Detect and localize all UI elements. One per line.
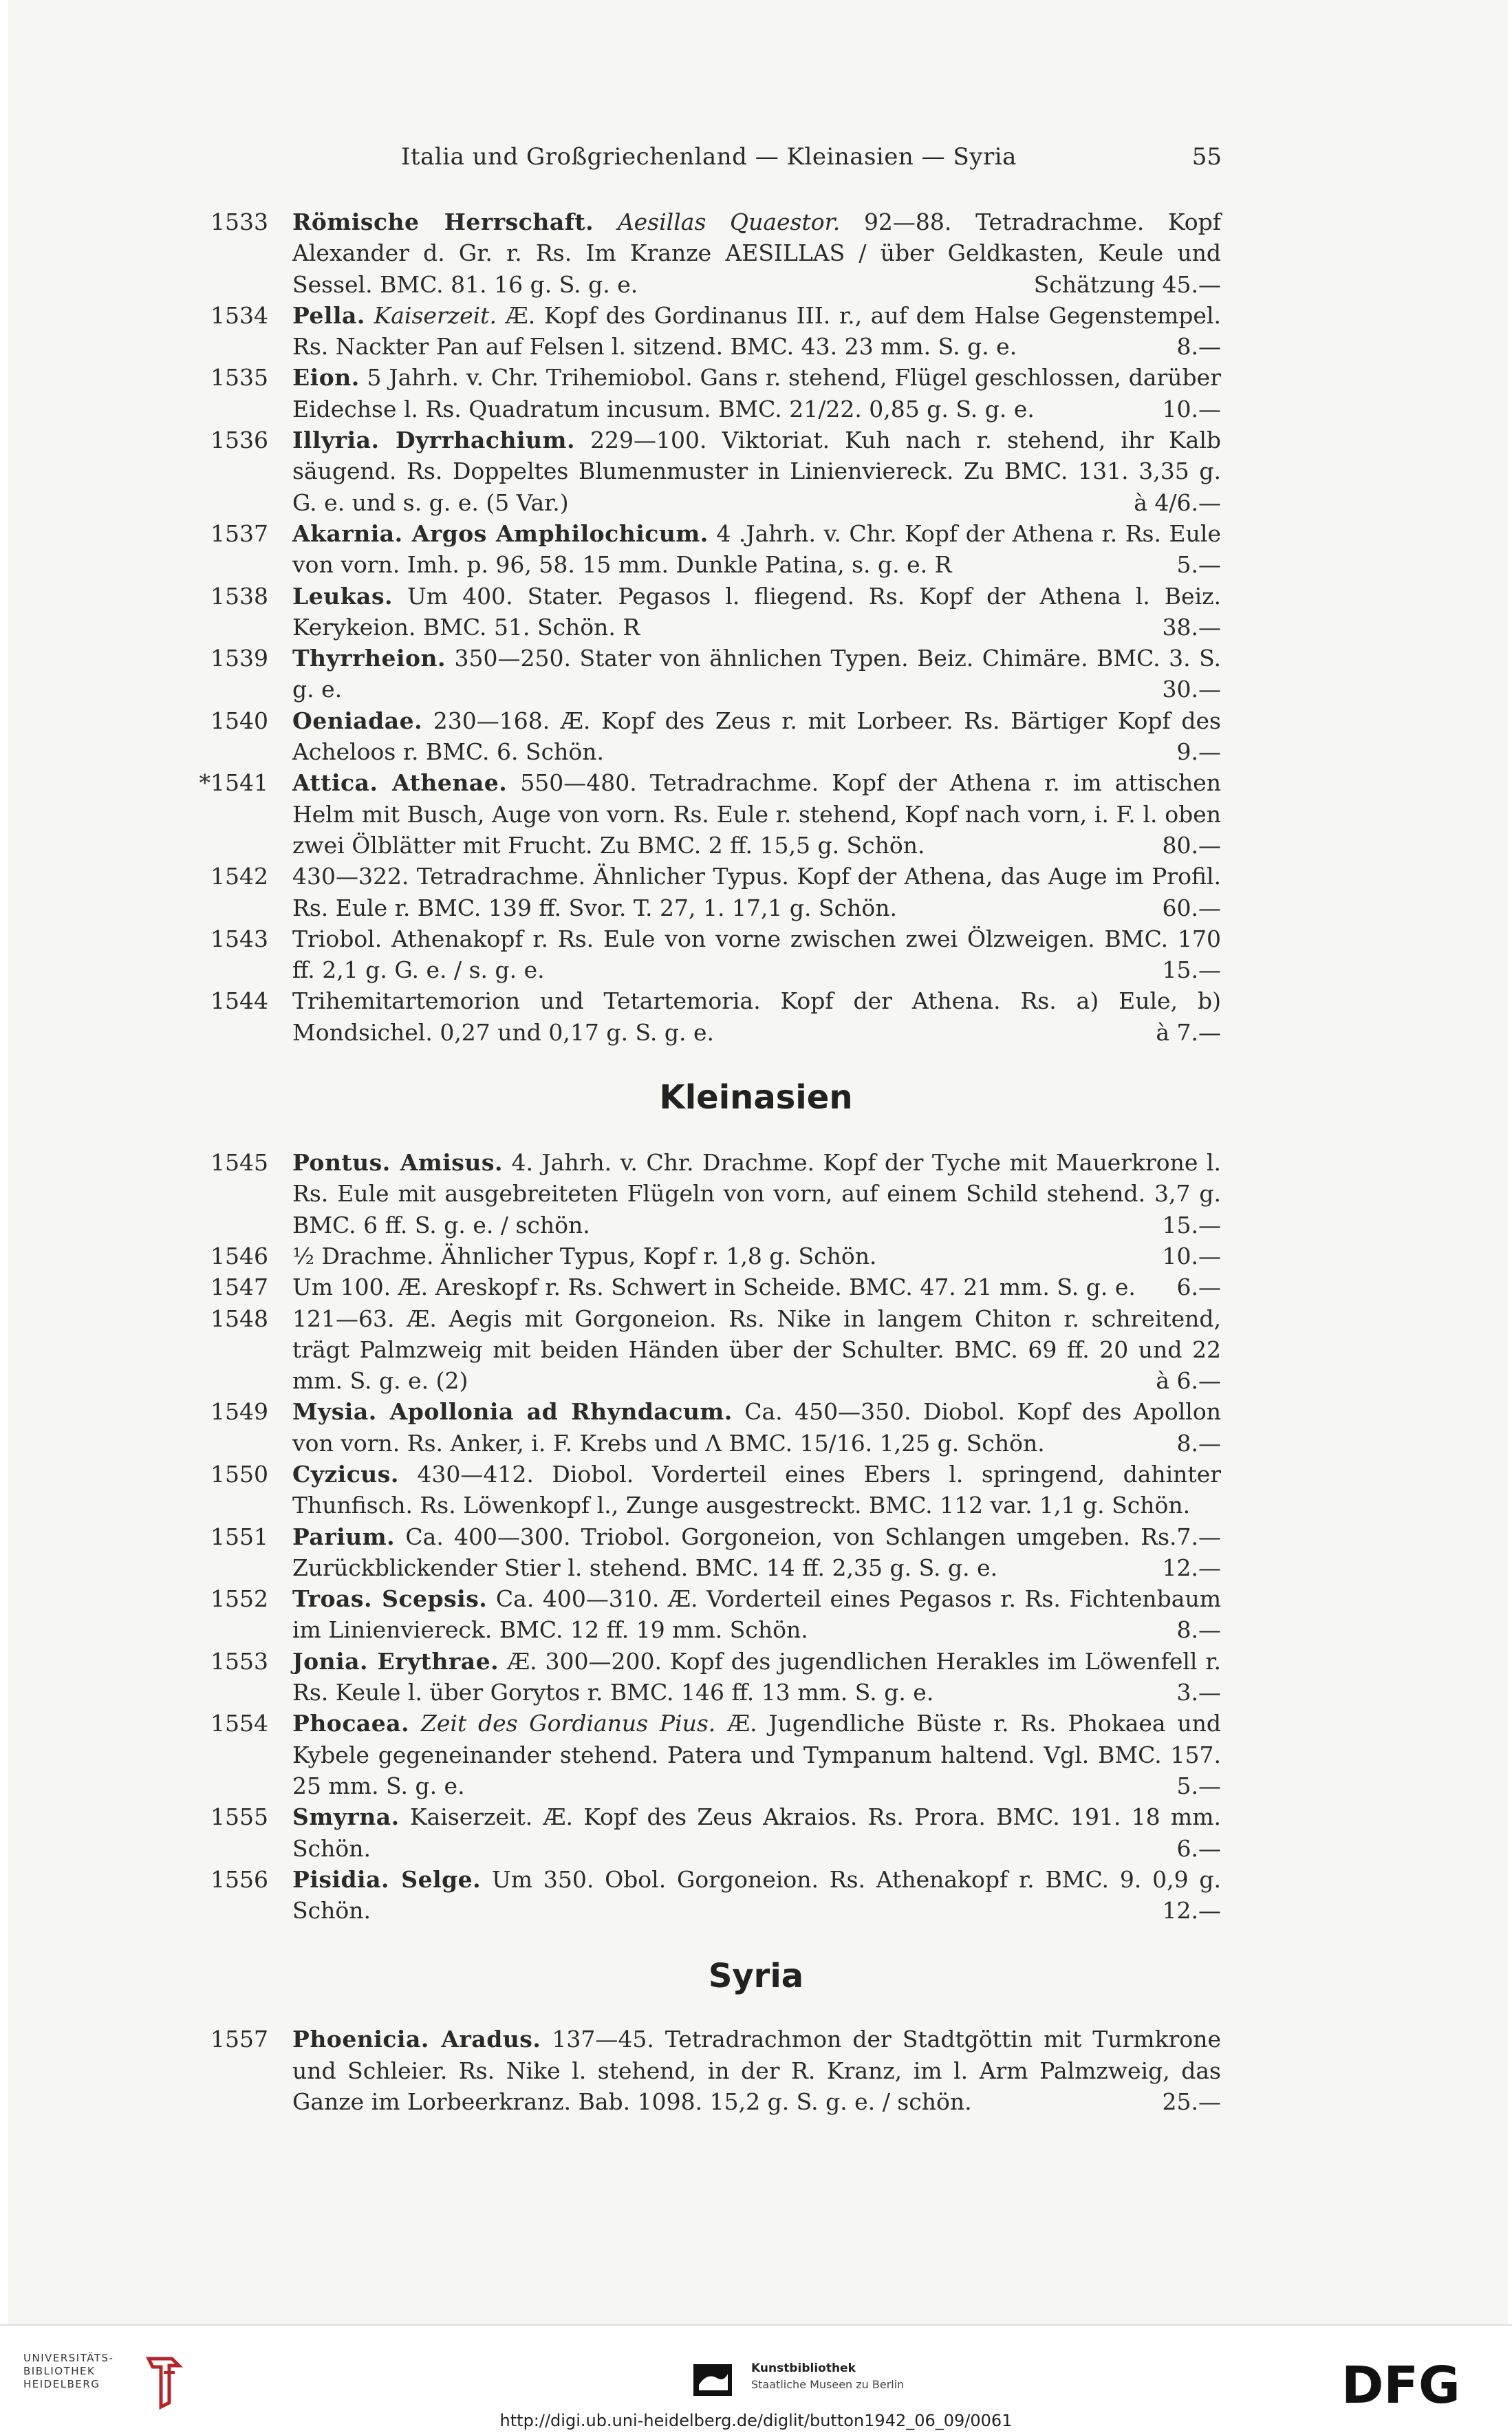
lot-text: Æ. Jugendliche Büste r. Rs. Phokaea und Kybele gegeneinander stehend. Patera und Tympanum haltend. Vgl. BMC. 157. 25 mm. S. g. e. <box>292 1710 1221 1799</box>
lot-mint: Attica. Athenae. <box>292 769 508 797</box>
lot-description <box>292 643 1221 705</box>
catalog-entry <box>0 1646 1512 1708</box>
digitization-footer <box>0 2324 1512 2433</box>
catalog-entry <box>0 1708 1512 1801</box>
lot-mint: Oeniadae. <box>292 707 423 734</box>
lot-number: 1535 <box>210 364 268 392</box>
lot-text: 5 Jahrh. v. Chr. Trihemiobol. Gans r. stehend, Flügel geschlossen, darüber Eidechse l. Rs. Quadratum incusum. BMC. 21/22. 0,85 g. S. g. e. <box>292 364 1221 422</box>
lot-mint: Leukas. <box>292 582 393 610</box>
lot-price: 6.— <box>1176 1834 1221 1862</box>
lot-price: 12.— <box>1162 1897 1221 1925</box>
lot-number: 1533 <box>210 208 268 235</box>
lot-number: 1549 <box>210 1398 268 1426</box>
lot-description <box>292 1396 1221 1459</box>
lot-mint: Illyria. Dyrrhachium. <box>292 427 575 454</box>
section-heading-syria: Syria <box>708 1957 804 1996</box>
lot-price: 9.— <box>1176 738 1221 766</box>
lot-number: 1538 <box>210 582 268 610</box>
lot-number: 1557 <box>210 2026 268 2053</box>
lot-price: 25.— <box>1162 2088 1221 2116</box>
lot-text: 92—88. Tetradrachme. Kopf Alexander d. Gr. r. Rs. Im Kranze AESILLAS / über Geldkasten, Keule und Sessel. BMC. 81. 16 g. S. g. e. <box>292 208 1222 298</box>
lot-price: 60.— <box>1162 894 1221 921</box>
lot-number: 1542 <box>210 863 268 890</box>
lot-description <box>292 705 1221 768</box>
lot-mint: Akarnia. Argos Amphilochicum. <box>292 519 709 547</box>
lot-price: 80.— <box>1162 831 1221 859</box>
section-heading-kleinasien: Kleinasien <box>659 1078 853 1117</box>
lot-description <box>292 206 1221 300</box>
catalog-entry <box>0 1801 1512 1864</box>
lot-price: 8.— <box>1176 333 1221 361</box>
catalog-entry <box>0 1272 1512 1303</box>
catalog-entry <box>0 362 1512 425</box>
lot-mint: Pisidia. Selge. <box>292 1865 482 1893</box>
lot-text: ½ Drachme. Ähnlicher Typus, Kopf r. 1,8 g. Schön. <box>292 1242 877 1269</box>
lot-text: 430—412. Diobol. Vorderteil eines Ebers l. springend, dahinter Thunfisch. Rs. Löwenkopf l., Zunge ausgestreckt. BMC. 112 var. 1,1 g. Schön. <box>292 1460 1221 1519</box>
lot-text: 350—250. Stater von ähnlichen Typen. Beiz. Chimäre. BMC. 3. S. g. e. <box>292 645 1221 703</box>
ub-line-2: BIBLIOTHEK <box>23 2365 96 2377</box>
lot-number: 1545 <box>210 1149 268 1177</box>
lot-price: 12.— <box>1162 1554 1221 1581</box>
lot-text: Kaiserzeit. Æ. Kopf des Zeus Akraios. Rs. Prora. BMC. 191. 18 mm. Schön. <box>292 1803 1221 1862</box>
lot-description <box>292 2024 1221 2117</box>
lot-mint: Mysia. Apollonia ad Rhyndacum. <box>292 1398 733 1426</box>
lot-text: Trihemitartemorion und Tetartemoria. Kopf der Athena. Rs. a) Eule, b) Mondsichel. 0,27 und 0,17 g. S. g. e. <box>292 987 1221 1046</box>
lot-mint: Phoenicia. Aradus. <box>292 2026 541 2053</box>
lot-price: 5.— <box>1176 551 1221 579</box>
kunstbibliothek-logo[interactable] <box>693 2361 941 2403</box>
lot-text: 121—63. Æ. Aegis mit Gorgoneion. Rs. Nike in langem Chiton r. schreitend, trägt Palmzweig mit beiden Händen über der Schulter. BMC. 69 ff. 20 und 22 mm. S. g. e. (2) <box>292 1305 1221 1395</box>
lot-price: Schätzung 45.— <box>1033 270 1221 298</box>
lot-number: 1551 <box>210 1523 268 1550</box>
running-head <box>0 143 1512 178</box>
catalog-body <box>0 206 1512 2117</box>
catalog-entry <box>0 206 1512 300</box>
lot-number: 1550 <box>210 1460 268 1488</box>
lot-mint: Jonia. Erythrae. <box>292 1647 499 1675</box>
lot-description <box>292 425 1221 518</box>
lot-number: 1544 <box>210 987 268 1015</box>
lot-description <box>292 518 1221 581</box>
lot-price: 10.— <box>1162 1242 1221 1269</box>
lot-number: 1546 <box>210 1242 268 1269</box>
lot-description <box>292 300 1221 363</box>
catalog-entry <box>0 425 1512 518</box>
lot-description <box>292 1646 1221 1708</box>
ub-line-3: HEIDELBERG <box>23 2378 100 2390</box>
lot-period: Kaiserzeit. <box>374 301 497 329</box>
lot-number: 1555 <box>210 1803 268 1831</box>
dfg-logo[interactable] <box>1341 2360 1493 2408</box>
lot-number: 1554 <box>210 1710 268 1737</box>
lot-mint: Pontus. Amisus. <box>292 1149 503 1177</box>
catalog-entry <box>0 861 1512 923</box>
catalog-entry <box>0 1303 1512 1397</box>
catalog-entry <box>0 518 1512 581</box>
lot-description <box>292 1521 1221 1584</box>
catalog-entry <box>0 581 1512 643</box>
catalog-entry <box>0 1241 1512 1272</box>
lot-price: 3.— <box>1176 1679 1221 1706</box>
lot-description <box>292 861 1221 923</box>
lot-description <box>292 985 1221 1048</box>
lot-period: Aesillas Quaestor. <box>617 208 841 235</box>
lot-number: 1534 <box>210 301 268 329</box>
lot-price: 5.— <box>1176 1772 1221 1799</box>
catalog-entry <box>0 767 1512 861</box>
lot-mint: Smyrna. <box>292 1803 400 1831</box>
kunstbibliothek-subtitle: Staatliche Museen zu Berlin <box>751 2378 905 2391</box>
lot-description <box>292 1147 1221 1241</box>
lot-number: 1552 <box>210 1585 268 1613</box>
entries-syria <box>0 2024 1512 2117</box>
lot-text: Um 100. Æ. Areskopf r. Rs. Schwert in Scheide. BMC. 47. 21 mm. S. g. e. <box>292 1274 1136 1301</box>
lot-mint: Troas. Scepsis. <box>292 1585 488 1613</box>
catalog-entry <box>0 1583 1512 1646</box>
lot-text: 137—45. Tetradrachmon der Stadtgöttin mit Turmkrone und Schleier. Rs. Nike l. stehend, in der R. Kranz, im l. Arm Palmzweig, das Ganze im Lorbeerkranz. Bab. 1098. 15,2 g. S. g. e. / schön. <box>292 2026 1221 2116</box>
lot-description <box>292 1583 1221 1646</box>
lot-description <box>292 1241 1221 1272</box>
lot-number: 1543 <box>210 925 268 952</box>
lot-description <box>292 1801 1221 1864</box>
lot-text: 550—480. Tetradrachme. Kopf der Athena r. im attischen Helm mit Busch, Auge von vorn. Rs. Eule r. stehend, Kopf nach vorn, i. F. l. oben zwei Ölblätter mit Frucht. Zu BMC. 2 ff. 15,5 g. Schön. <box>292 769 1221 859</box>
catalog-entry <box>0 1521 1512 1584</box>
lot-text: Ca. 400—300. Triobol. Gorgoneion, von Schlangen umgeben. Rs. Zurückblickender Stier l. stehend. BMC. 14 ff. 2,35 g. S. g. e. <box>292 1523 1177 1581</box>
lot-mint: Cyzicus. <box>292 1460 399 1488</box>
lot-description <box>292 362 1221 425</box>
page-number: 55 <box>1191 143 1222 171</box>
entries-kleinasien <box>0 1147 1512 1926</box>
lot-text: Triobol. Athenakopf r. Rs. Eule von vorne zwischen zwei Ölzweigen. BMC. 170 ff. 2,1 g. G. e. / s. g. e. <box>292 925 1221 984</box>
lot-description <box>292 1708 1221 1801</box>
lot-description <box>292 1272 1221 1303</box>
lot-price: 7.— <box>1176 1523 1221 1550</box>
catalog-entry <box>0 1864 1512 1927</box>
lot-text: Um 350. Obol. Gorgoneion. Rs. Athenakopf r. BMC. 9. 0,9 g. Schön. <box>292 1865 1221 1925</box>
source-url-link[interactable]: http://digi.ub.uni-heidelberg.de/diglit/button1942_06_09/0061 <box>499 2411 1013 2430</box>
lot-text: Ca. 400—310. Æ. Vorderteil eines Pegasos r. Rs. Fichtenbaum im Linienviereck. BMC. 12 ff. 19 mm. Schön. <box>292 1585 1221 1644</box>
lot-mint: Parium. <box>292 1523 396 1550</box>
lot-price: à 4/6.— <box>1134 489 1221 516</box>
lot-number: 1536 <box>210 427 268 454</box>
lot-text: Æ. Kopf des Gordinanus III. r., auf dem Halse Gegenstempel. Rs. Nackter Pan auf Felsen l. sitzend. BMC. 43. 23 mm. S. g. e. <box>292 301 1221 361</box>
entries-italia <box>0 206 1512 1048</box>
lot-text: 4 .Jahrh. v. Chr. Kopf der Athena r. Rs. Eule von vorn. Imh. p. 96, 58. 15 mm. Dunkle Patina, s. g. e. R <box>292 519 1221 579</box>
catalog-entry <box>0 643 1512 705</box>
lot-description <box>292 767 1221 861</box>
lot-period: Zeit des Gordianus Pius. <box>420 1710 716 1737</box>
lot-mint: Phocaea. <box>292 1710 410 1737</box>
lot-price: à 6.— <box>1156 1367 1221 1395</box>
lot-text: 4. Jahrh. v. Chr. Drachme. Kopf der Tyche mit Mauerkrone l. Rs. Eule mit ausgebreiteten Flügeln von vorn, auf einem Schild stehend. 3,7 g. BMC. 6 ff. S. g. e. / schön. <box>292 1149 1221 1239</box>
catalog-entry <box>0 1147 1512 1241</box>
lot-description <box>292 923 1221 986</box>
lot-number: *1541 <box>199 769 268 797</box>
lot-price: 6.— <box>1176 1274 1221 1301</box>
lot-description <box>292 1303 1221 1397</box>
lot-price: à 7.— <box>1156 1018 1221 1046</box>
lot-price: 15.— <box>1162 1211 1221 1239</box>
lot-price: 38.— <box>1162 613 1221 641</box>
lot-text: 229—100. Viktoriat. Kuh nach r. stehend, ihr Kalb säugend. Rs. Doppeltes Blumenmuster in Linienviereck. Zu BMC. 131. 3,35 g. G. e. und s. g. e. (5 Var.) <box>292 427 1221 516</box>
lot-price: 30.— <box>1162 676 1221 703</box>
lot-mint: Römische Herrschaft. <box>292 208 594 235</box>
lot-text: Æ. 300—200. Kopf des jugendlichen Herakles im Löwenfell r. Rs. Keule l. über Gorytos r. BMC. 146 ff. 13 mm. S. g. e. <box>292 1647 1222 1706</box>
kunstbibliothek-emblem-icon <box>693 2364 732 2396</box>
lot-number: 1537 <box>210 519 268 547</box>
ub-heidelberg-logo[interactable] <box>23 2352 195 2407</box>
lot-text: 230—168. Æ. Kopf des Zeus r. mit Lorbeer. Rs. Bärtiger Kopf des Acheloos r. BMC. 6. Schön. <box>292 707 1221 766</box>
lot-number: 1547 <box>210 1274 268 1301</box>
lot-number: 1539 <box>210 645 268 672</box>
lot-number: 1556 <box>210 1865 268 1893</box>
ub-emblem-icon <box>142 2352 186 2410</box>
dfg-logo-text: DFG <box>1341 2360 1460 2408</box>
running-head-title: Italia und Großgriechenland — Kleinasien — Syria <box>401 143 1017 171</box>
lot-price: 8.— <box>1176 1616 1221 1644</box>
catalog-entry <box>0 923 1512 986</box>
ub-line-1: UNIVERSITÄTS- <box>23 2352 114 2364</box>
lot-description <box>292 1864 1221 1927</box>
lot-price: 8.— <box>1176 1429 1221 1457</box>
lot-price: 10.— <box>1162 395 1221 422</box>
catalog-entry <box>0 300 1512 363</box>
kunstbibliothek-name: Kunstbibliothek <box>751 2361 856 2375</box>
lot-number: 1548 <box>210 1305 268 1332</box>
lot-description <box>292 581 1221 643</box>
lot-mint: Thyrrheion. <box>292 645 446 672</box>
catalog-entry <box>0 705 1512 768</box>
lot-text: 430—322. Tetradrachme. Ähnlicher Typus. Kopf der Athena, das Auge im Profil. Rs. Eule r. BMC. 139 ff. Svor. T. 27, 1. 17,1 g. Schön. <box>292 863 1221 921</box>
catalog-entry <box>0 2024 1512 2117</box>
catalog-entry <box>0 985 1512 1048</box>
lot-price: 15.— <box>1162 956 1221 984</box>
catalog-entry <box>0 1396 1512 1459</box>
lot-mint: Pella. <box>292 301 365 329</box>
lot-mint: Eion. <box>292 364 360 392</box>
ub-heidelberg-text <box>23 2352 114 2391</box>
lot-number: 1540 <box>210 707 268 734</box>
lot-number: 1553 <box>210 1647 268 1675</box>
lot-text: Ca. 450—350. Diobol. Kopf des Apollon von vorn. Rs. Anker, i. F. Krebs und Λ BMC. 15/16. 1,25 g. Schön. <box>292 1398 1221 1457</box>
lot-text: Um 400. Stater. Pegasos l. fliegend. Rs. Kopf der Athena l. Beiz. Kerykeion. BMC. 51. Schön. R <box>292 582 1221 641</box>
